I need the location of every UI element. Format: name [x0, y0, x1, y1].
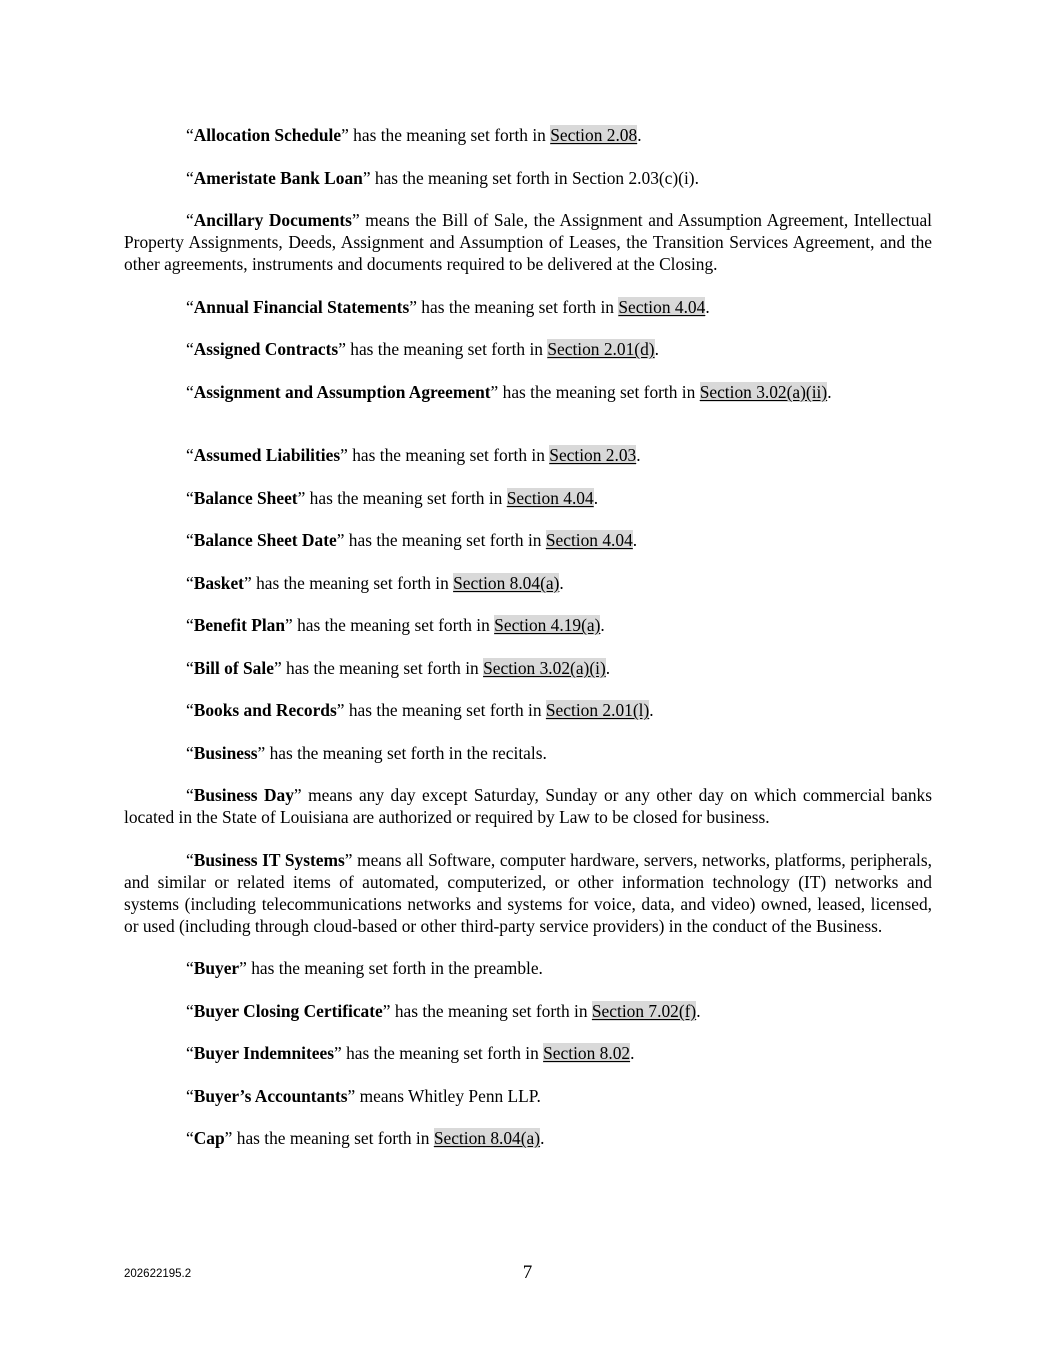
section-reference[interactable]: Section 8.04(a)	[453, 572, 560, 593]
definition-item: “Buyer Closing Certificate” has the meaning set forth in Section 7.02(f).	[186, 1000, 701, 1021]
definition-text: has the meaning set forth in	[416, 296, 619, 317]
definition-tail: .	[649, 700, 654, 720]
definition-item: “Buyer” has the meaning set forth in the preamble.	[186, 958, 543, 978]
definition-text: has the meaning set forth in the preamble.	[246, 958, 543, 978]
defined-term: Annual Financial Statements	[193, 296, 410, 317]
definition-text: means the Bill of Sale, the Assignment and Assumption Agreement, Intellectual Property Assignments, Deeds, Assignment and Assumption of Leases, the Transition Services Agreement, and the other agreements, instruments and documents required to be delivered at the Closing.	[124, 210, 932, 274]
defined-term: Ancillary Documents	[193, 210, 352, 230]
section-reference[interactable]: Section 2.01(l)	[545, 700, 650, 720]
definition-tail: .	[654, 339, 659, 359]
definition-item: “Assumed Liabilities” has the meaning set forth in Section 2.03.	[186, 445, 641, 465]
section-reference[interactable]: Section 8.04(a)	[433, 1128, 541, 1148]
definition-text: has the meaning set forth in	[305, 487, 507, 508]
definition-tail: .	[630, 1043, 635, 1063]
definition-tail: .	[540, 1128, 545, 1148]
definition-text: has the meaning set forth in the recitals.	[265, 742, 547, 763]
document-body	[124, 124, 932, 1170]
defined-term: Bill of Sale	[193, 657, 274, 678]
section-reference[interactable]: Section 7.02(f)	[591, 1000, 697, 1021]
definition-text: has the meaning set forth in	[232, 1128, 434, 1148]
definition-text: means all Software, computer hardware, servers, networks, platforms, peripherals, and similar or related items of automated, computerized, or other information technology (IT) networks and systems (including telecommunications networks and systems for voice, data, and video) owned, leased, licensed, or used (including through cloud-based or other third-party service providers) in the conduct of the Business.	[124, 849, 932, 936]
defined-term: Cap	[193, 1128, 225, 1148]
definition-tail: .	[593, 487, 599, 508]
defined-term: Allocation Schedule	[193, 125, 342, 145]
section-reference[interactable]: Section 3.02(a)(i)	[483, 657, 606, 678]
definition-text: has the meaning set forth in	[281, 657, 484, 678]
definition-item: “Balance Sheet Date” has the meaning set forth in Section 4.04.	[186, 530, 638, 550]
definition-text: has the meaning set forth in	[390, 1000, 592, 1021]
definition-text: has the meaning set forth in	[344, 700, 546, 720]
section-reference[interactable]: Section 4.04	[545, 530, 633, 550]
definition-text: has the meaning set forth in	[292, 615, 495, 635]
definition-text: has the meaning set forth in	[341, 1043, 544, 1063]
section-reference[interactable]: Section 4.04	[618, 296, 706, 317]
defined-term: Buyer Indemnitees	[193, 1043, 334, 1063]
definition-item: “Bill of Sale” has the meaning set forth in Section 3.02(a)(i).	[186, 657, 611, 678]
definition-text: has the meaning set forth in	[347, 445, 550, 465]
defined-term: Assigned Contracts	[193, 339, 339, 359]
definition-item: “Basket” has the meaning set forth in Section 8.04(a).	[186, 572, 564, 593]
definition-tail: .	[605, 657, 611, 678]
defined-term: Business	[193, 742, 258, 763]
definition-item: “Balance Sheet” has the meaning set forth in Section 4.04.	[186, 487, 599, 508]
defined-term: Assumed Liabilities	[193, 445, 341, 465]
definition-tail: .	[637, 125, 642, 145]
defined-term: Balance Sheet	[193, 487, 298, 508]
defined-term: Benefit Plan	[193, 615, 286, 635]
defined-term: Balance Sheet Date	[193, 530, 337, 550]
definition-text: has the meaning set forth in	[348, 125, 551, 145]
defined-term: Buyer	[193, 958, 240, 978]
definition-item: “Ancillary Documents” means the Bill of Sale, the Assignment and Assumption Agreement, Intellectual Property Assignments, Deeds, Assignment and Assumption of Leases, the Transition Services Agreement, and the other agreements, instruments and documents required to be delivered at the Closing.	[124, 210, 932, 274]
definition-tail: .	[600, 615, 605, 635]
definition-item: “Ameristate Bank Loan” has the meaning set forth in Section 2.03(c)(i).	[186, 167, 699, 188]
section-reference[interactable]: Section 4.19(a)	[494, 615, 601, 635]
definition-item: “Buyer Indemnitees” has the meaning set forth in Section 8.02.	[186, 1043, 635, 1063]
definition-item: “Annual Financial Statements” has the meaning set forth in Section 4.04.	[186, 296, 710, 317]
section-reference[interactable]: Section 2.01(d)	[547, 339, 655, 359]
defined-term: Books and Records	[193, 700, 337, 720]
section-reference[interactable]: Section 2.08	[550, 125, 638, 145]
section-reference[interactable]: Section 3.02(a)(ii)	[699, 381, 828, 402]
definition-text: has the meaning set forth in Section 2.03(c)(i).	[370, 167, 699, 188]
defined-term: Buyer’s Accountants	[193, 1085, 348, 1106]
definition-item: “Business” has the meaning set forth in the recitals.	[186, 742, 547, 763]
definition-tail: .	[696, 1000, 701, 1021]
defined-term: Buyer Closing Certificate	[193, 1000, 383, 1021]
definition-item: “Allocation Schedule” has the meaning set forth in Section 2.08.	[186, 125, 642, 145]
defined-term: Ameristate Bank Loan	[193, 167, 363, 188]
definition-text: means Whitley Penn LLP.	[355, 1085, 541, 1106]
section-reference[interactable]: Section 8.02	[543, 1043, 631, 1063]
section-reference[interactable]: Section 4.04	[506, 487, 594, 508]
defined-term: Assignment and Assumption Agreement	[193, 381, 491, 402]
definition-item: “Business Day” means any day except Saturday, Sunday or any other day on which commercial banks located in the State of Louisiana are authorized or required by Law to be closed for business.	[124, 785, 932, 827]
definition-item: “Benefit Plan” has the meaning set forth in Section 4.19(a).	[186, 615, 605, 635]
definition-item: “Buyer’s Accountants” means Whitley Penn LLP.	[186, 1085, 541, 1106]
definition-item: “Books and Records” has the meaning set forth in Section 2.01(l).	[186, 700, 654, 720]
document-id: 202622195.2	[124, 1268, 192, 1280]
definition-text: has the meaning set forth in	[344, 530, 546, 550]
definition-tail: .	[559, 572, 564, 593]
definition-text: has the meaning set forth in	[251, 572, 454, 593]
definition-text: has the meaning set forth in	[345, 339, 548, 359]
definition-item: “Cap” has the meaning set forth in Section 8.04(a).	[186, 1128, 545, 1148]
page-number: 7	[522, 1262, 533, 1283]
definition-item: “Assignment and Assumption Agreement” has the meaning set forth in Section 3.02(a)(ii).	[186, 381, 832, 402]
defined-term: Business Day	[193, 785, 294, 805]
definition-tail: .	[636, 445, 641, 465]
definition-tail: .	[705, 296, 710, 317]
definition-text: means any day except Saturday, Sunday or any other day on which commercial banks located in the State of Louisiana are authorized or required by Law to be closed for business.	[124, 785, 932, 827]
defined-term: Basket	[193, 572, 244, 593]
definition-text: has the meaning set forth in	[498, 381, 700, 402]
section-reference[interactable]: Section 2.03	[549, 445, 637, 465]
defined-term: Business IT Systems	[193, 849, 345, 870]
definition-tail: .	[632, 530, 638, 550]
definition-item: “Assigned Contracts” has the meaning set forth in Section 2.01(d).	[186, 339, 659, 359]
definition-item: “Business IT Systems” means all Software, computer hardware, servers, networks, platforms, peripherals, and similar or related items of automated, computerized, or other information technology (IT) networks and systems (including telecommunications networks and systems for voice, data, and video) owned, leased, licensed, or used (including through cloud-based or other third-party service providers) in the conduct of the Business.	[124, 849, 932, 936]
definition-tail: .	[827, 381, 832, 402]
